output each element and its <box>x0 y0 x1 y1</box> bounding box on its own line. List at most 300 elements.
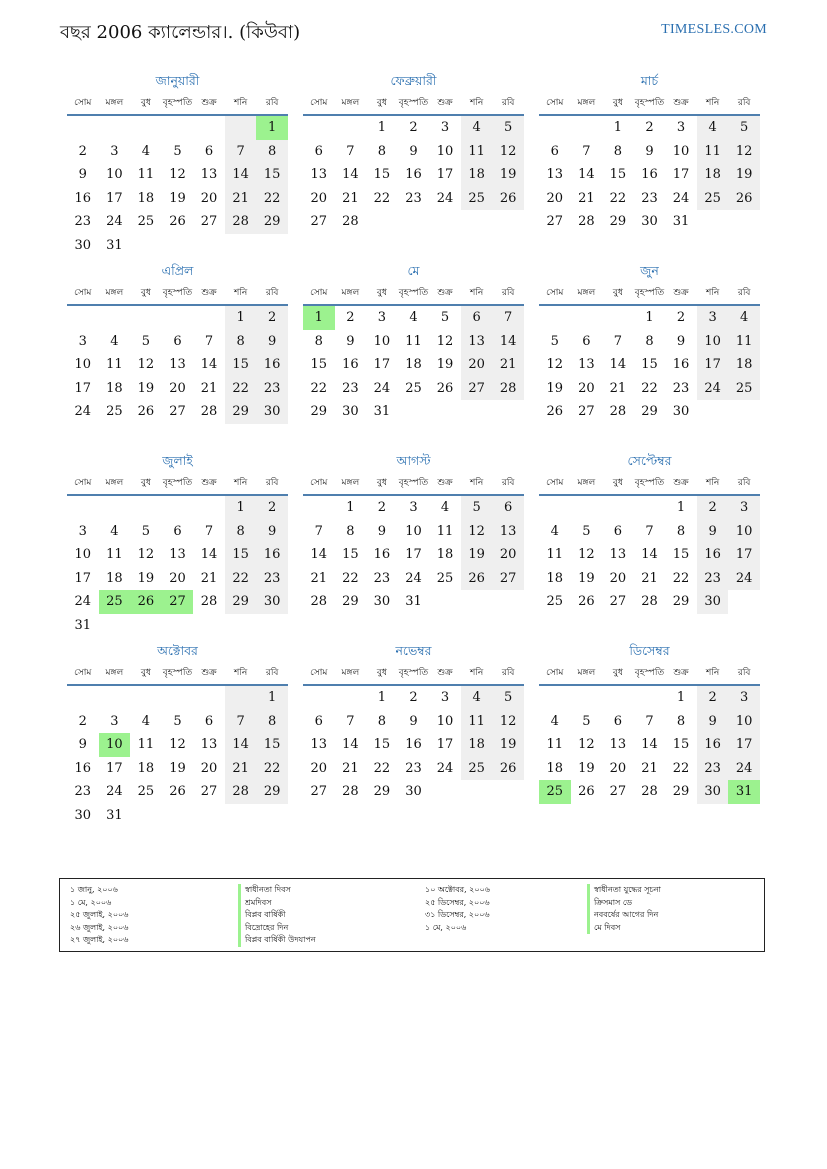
empty-day-cell <box>99 306 131 330</box>
day-grid <box>67 496 288 637</box>
day-cell: 19 <box>578 570 595 586</box>
day-cell: 19 <box>492 733 524 757</box>
empty-day-cell <box>602 496 634 520</box>
day-cell: 27 <box>200 784 218 799</box>
holiday-day-cell: 31 <box>728 780 760 804</box>
month-block <box>539 260 760 450</box>
day-cell: 25 <box>405 380 422 396</box>
empty-day-cell <box>303 116 335 140</box>
day-cell: 23 <box>342 380 359 396</box>
day-cell: 5 <box>492 686 524 710</box>
day-cell: 15 <box>373 737 391 752</box>
day-cell: 12 <box>578 547 595 562</box>
day-cell: 29 <box>310 404 328 419</box>
holiday-day-cell: 10 <box>99 733 131 757</box>
holiday-entry: ২৬ জুলাই, ২০০৬ <box>70 922 129 932</box>
weekday-label: শনি <box>469 668 484 678</box>
day-cell: 27 <box>546 214 564 229</box>
day-cell: 13 <box>310 167 328 182</box>
weekday-label: বৃহস্পতি <box>162 288 193 298</box>
day-cell: 3 <box>409 500 418 515</box>
day-cell: 4 <box>141 143 151 159</box>
holiday-day-cell: 25 <box>99 590 131 614</box>
month-block <box>303 260 524 450</box>
day-cell: 1 <box>613 120 623 135</box>
day-cell: 19 <box>578 760 595 776</box>
month-block <box>67 260 288 450</box>
day-cell: 10 <box>728 710 760 734</box>
day-cell: 1 <box>676 690 686 705</box>
day-cell: 22 <box>256 187 288 211</box>
empty-day-cell <box>602 306 634 330</box>
weekday-label: শনি <box>705 478 720 488</box>
day-cell: 1 <box>377 120 387 135</box>
day-cell: 30 <box>342 404 359 419</box>
weekday-label: বৃহস্পতি <box>634 668 665 678</box>
day-cell: 8 <box>613 143 623 159</box>
holiday-entry: ১ মে, ২০০৬ <box>425 922 467 932</box>
day-cell: 6 <box>461 306 493 330</box>
day-cell: 6 <box>582 333 591 349</box>
day-cell: 26 <box>578 594 595 609</box>
day-cell: 23 <box>641 190 658 206</box>
day-cell: 18 <box>461 163 493 187</box>
day-cell: 15 <box>310 357 328 372</box>
weekday-label: মঙ্গল <box>341 98 360 108</box>
day-cell: 21 <box>200 380 218 396</box>
day-cell: 26 <box>169 784 186 799</box>
day-cell: 22 <box>373 760 391 776</box>
weekday-label: শুক্র <box>673 668 689 678</box>
holiday-entry: ১ মে, ২০০৬ <box>70 897 112 907</box>
day-cell: 1 <box>377 690 387 705</box>
day-cell: 23 <box>697 757 729 781</box>
day-cell: 3 <box>110 713 119 729</box>
day-cell: 16 <box>256 543 288 567</box>
weekday-label: সোম <box>546 288 564 298</box>
weekday-label: বৃহস্পতি <box>634 478 665 488</box>
day-cell: 29 <box>641 404 658 419</box>
day-cell: 14 <box>225 733 257 757</box>
day-cell: 6 <box>204 143 214 159</box>
day-cell: 27 <box>310 214 328 229</box>
weekday-header <box>67 472 288 496</box>
day-cell: 3 <box>78 523 87 539</box>
weekday-label: শুক্র <box>673 98 689 108</box>
day-cell: 27 <box>200 214 218 229</box>
holiday-day-cell: 27 <box>162 590 194 614</box>
weekday-header <box>67 282 288 306</box>
day-cell: 11 <box>461 710 493 734</box>
day-cell: 3 <box>697 306 729 330</box>
day-cell: 20 <box>492 543 524 567</box>
day-cell: 29 <box>225 590 257 614</box>
day-cell: 17 <box>74 380 92 396</box>
day-cell: 29 <box>672 594 690 609</box>
weekday-label: বুধ <box>612 668 623 678</box>
day-cell: 13 <box>492 520 524 544</box>
day-grid <box>539 116 760 234</box>
day-cell: 14 <box>342 167 359 182</box>
weekday-label: সোম <box>74 668 92 678</box>
day-cell: 22 <box>310 380 328 396</box>
weekday-header <box>67 92 288 116</box>
weekday-header <box>303 92 524 116</box>
month-block <box>539 640 760 830</box>
day-cell: 22 <box>342 570 359 586</box>
weekday-label: শুক্র <box>201 98 217 108</box>
empty-day-cell <box>130 116 162 140</box>
day-cell: 9 <box>409 143 418 159</box>
day-cell: 31 <box>106 237 123 253</box>
day-cell: 19 <box>728 163 760 187</box>
month-block <box>539 70 760 260</box>
month-name: মে <box>407 263 420 278</box>
empty-day-cell <box>225 686 257 710</box>
day-cell: 22 <box>256 757 288 781</box>
day-cell: 14 <box>578 167 595 182</box>
weekday-label: বৃহস্পতি <box>162 478 193 488</box>
day-cell: 2 <box>697 496 729 520</box>
day-cell: 17 <box>436 737 454 752</box>
day-cell: 11 <box>728 330 760 354</box>
day-cell: 8 <box>225 330 257 354</box>
day-cell: 16 <box>342 357 359 372</box>
weekday-label: সোম <box>310 98 328 108</box>
day-cell: 28 <box>609 404 627 419</box>
day-cell: 22 <box>672 760 690 776</box>
day-cell: 2 <box>78 143 87 159</box>
month-name: সেপ্টেম্বর <box>627 453 672 468</box>
day-cell: 12 <box>169 737 186 752</box>
holiday-entry: বিদ্রোহের দিন <box>238 922 316 935</box>
day-cell: 14 <box>641 547 658 562</box>
day-cell: 13 <box>461 330 493 354</box>
day-cell: 21 <box>310 570 328 586</box>
empty-day-cell <box>571 306 603 330</box>
weekday-label: শনি <box>469 478 484 488</box>
holiday-day-cell: 1 <box>303 306 335 330</box>
empty-day-cell <box>634 686 666 710</box>
empty-day-cell <box>571 496 603 520</box>
weekday-label: রবি <box>737 668 751 678</box>
weekday-label: শুক্র <box>201 288 217 298</box>
empty-day-cell <box>303 686 335 710</box>
month-name: মার্চ <box>640 73 659 88</box>
day-cell: 19 <box>169 190 186 206</box>
weekday-label: রবি <box>737 98 751 108</box>
day-cell: 5 <box>550 333 559 349</box>
day-cell: 6 <box>314 713 323 729</box>
weekday-label: বুধ <box>140 98 151 108</box>
weekday-label: বুধ <box>376 288 387 298</box>
empty-day-cell <box>162 116 194 140</box>
day-cell: 7 <box>346 713 355 729</box>
weekday-label: শুক্র <box>673 288 689 298</box>
day-cell: 5 <box>173 143 182 159</box>
month-block <box>539 450 760 640</box>
day-cell: 20 <box>169 380 186 396</box>
month-block <box>67 450 288 640</box>
day-cell: 17 <box>672 167 690 182</box>
weekday-label: মঙ্গল <box>105 98 124 108</box>
day-cell: 11 <box>137 737 155 752</box>
day-cell: 7 <box>613 333 623 349</box>
day-cell: 21 <box>641 760 658 776</box>
month-name: জুন <box>640 263 659 278</box>
day-cell: 29 <box>342 594 359 609</box>
day-cell: 30 <box>74 237 92 253</box>
day-cell: 13 <box>200 737 218 752</box>
weekday-label: মঙ্গল <box>341 288 360 298</box>
day-cell: 25 <box>137 784 155 799</box>
day-cell: 19 <box>137 570 155 586</box>
day-cell: 17 <box>697 353 729 377</box>
day-cell: 14 <box>225 163 257 187</box>
empty-day-cell <box>99 116 131 140</box>
day-cell: 20 <box>578 380 595 396</box>
day-cell: 21 <box>342 190 359 206</box>
weekday-header <box>539 282 760 306</box>
day-cell: 23 <box>405 190 422 206</box>
day-cell: 3 <box>440 120 450 135</box>
empty-day-cell <box>162 306 194 330</box>
day-cell: 11 <box>546 737 564 752</box>
day-cell: 21 <box>609 380 627 396</box>
day-cell: 28 <box>641 784 658 799</box>
day-cell: 13 <box>169 357 186 372</box>
day-cell: 9 <box>676 333 686 349</box>
month-name: জানুয়ারী <box>155 73 200 88</box>
empty-day-cell <box>335 686 367 710</box>
weekday-label: সোম <box>546 478 564 488</box>
day-cell: 31 <box>405 594 422 609</box>
day-cell: 15 <box>342 547 359 562</box>
day-cell: 24 <box>106 214 123 229</box>
weekday-label: শনি <box>233 668 248 678</box>
day-cell: 10 <box>436 713 454 729</box>
day-cell: 9 <box>409 713 418 729</box>
empty-day-cell <box>67 686 99 710</box>
day-cell: 15 <box>609 167 627 182</box>
day-cell: 12 <box>169 167 186 182</box>
day-cell: 2 <box>409 120 418 135</box>
day-cell: 16 <box>373 547 391 562</box>
holiday-entry: ২৭ জুলাই, ২০০৬ <box>70 935 129 945</box>
weekday-label: বৃহস্পতি <box>634 288 665 298</box>
day-cell: 19 <box>546 380 564 396</box>
weekday-label: মঙ্গল <box>105 478 124 488</box>
weekday-label: শুক্র <box>673 478 689 488</box>
day-cell: 25 <box>137 214 155 229</box>
day-grid <box>303 306 524 424</box>
day-cell: 29 <box>672 784 690 799</box>
day-cell: 23 <box>672 380 690 396</box>
day-cell: 1 <box>225 306 257 330</box>
day-cell: 20 <box>461 353 493 377</box>
day-cell: 23 <box>373 570 391 586</box>
day-cell: 2 <box>78 713 87 729</box>
day-cell: 18 <box>405 357 422 372</box>
month-block <box>303 450 524 640</box>
day-cell: 3 <box>78 333 87 349</box>
day-cell: 25 <box>728 377 760 401</box>
weekday-label: বুধ <box>376 98 387 108</box>
day-cell: 1 <box>676 500 686 515</box>
weekday-label: সোম <box>310 668 328 678</box>
day-cell: 10 <box>728 520 760 544</box>
day-cell: 16 <box>641 167 658 182</box>
day-cell: 27 <box>461 377 493 401</box>
empty-day-cell <box>130 496 162 520</box>
day-cell: 17 <box>728 543 760 567</box>
day-cell: 1 <box>645 310 654 325</box>
day-cell: 30 <box>641 214 658 229</box>
month-block <box>67 70 288 260</box>
day-cell: 17 <box>106 760 123 776</box>
day-cell: 5 <box>461 496 493 520</box>
day-cell: 5 <box>141 333 151 349</box>
weekday-header <box>303 662 524 686</box>
day-cell: 30 <box>256 400 288 424</box>
empty-day-cell <box>539 306 571 330</box>
day-cell: 26 <box>169 214 186 229</box>
day-cell: 29 <box>256 780 288 804</box>
day-cell: 24 <box>106 784 123 799</box>
day-cell: 4 <box>697 116 729 140</box>
day-cell: 14 <box>310 547 328 562</box>
day-cell: 11 <box>436 523 454 539</box>
weekday-label: রবি <box>501 668 515 678</box>
holiday-entry: স্বাধীনতা দিবস <box>238 884 316 897</box>
weekday-label: সোম <box>546 668 564 678</box>
day-cell: 20 <box>609 570 627 586</box>
empty-day-cell <box>130 306 162 330</box>
day-cell: 6 <box>173 333 182 349</box>
day-cell: 5 <box>582 523 591 539</box>
day-cell: 12 <box>578 737 595 752</box>
weekday-label: রবি <box>265 288 279 298</box>
day-cell: 23 <box>256 377 288 401</box>
day-cell: 7 <box>492 306 524 330</box>
day-cell: 16 <box>405 167 422 182</box>
day-cell: 17 <box>436 167 454 182</box>
holiday-entry: ৩১ ডিসেম্বর, ২০০৬ <box>425 910 490 920</box>
day-cell: 15 <box>641 357 658 372</box>
holiday-names-left <box>238 884 316 947</box>
weekday-label: শনি <box>233 98 248 108</box>
empty-day-cell <box>225 116 257 140</box>
day-cell: 4 <box>728 306 760 330</box>
empty-day-cell <box>335 116 367 140</box>
holiday-entry: ১০ অক্টোবর, ২০০৬ <box>425 885 490 894</box>
weekday-label: রবি <box>737 478 751 488</box>
day-cell: 28 <box>641 594 658 609</box>
day-cell: 12 <box>492 710 524 734</box>
day-grid <box>67 306 288 424</box>
day-cell: 11 <box>546 547 564 562</box>
day-cell: 20 <box>200 760 218 776</box>
day-cell: 21 <box>225 757 257 781</box>
day-cell: 29 <box>256 210 288 234</box>
page-title: বছর 2006 ক্যালেন্ডার।. (কিউবা) <box>60 22 301 43</box>
empty-day-cell <box>67 116 99 140</box>
day-cell: 29 <box>609 214 627 229</box>
weekday-label: বুধ <box>376 668 387 678</box>
day-cell: 16 <box>697 733 729 757</box>
day-cell: 14 <box>492 330 524 354</box>
day-cell: 26 <box>578 784 595 799</box>
weekday-label: বৃহস্পতি <box>398 98 429 108</box>
weekday-label: মঙ্গল <box>105 668 124 678</box>
weekday-label: রবি <box>265 98 279 108</box>
holiday-entry: মে দিবস <box>587 922 661 935</box>
day-cell: 16 <box>697 543 729 567</box>
day-cell: 14 <box>200 547 218 562</box>
holiday-entry: ২৫ ডিসেম্বর, ২০০৬ <box>425 897 490 907</box>
empty-day-cell <box>634 496 666 520</box>
day-cell: 3 <box>377 310 387 325</box>
day-cell: 18 <box>137 190 155 206</box>
day-grid <box>539 686 760 804</box>
month-name: আগস্ট <box>396 453 431 468</box>
weekday-label: বুধ <box>612 478 623 488</box>
day-cell: 27 <box>492 567 524 591</box>
month-name: ফেব্রুয়ারী <box>390 73 437 88</box>
day-cell: 22 <box>641 380 658 396</box>
day-cell: 2 <box>346 310 355 325</box>
day-cell: 15 <box>672 547 690 562</box>
day-cell: 28 <box>578 214 595 229</box>
site-brand[interactable]: TIMESLES.COM <box>661 22 767 37</box>
day-cell: 22 <box>225 377 257 401</box>
day-cell: 4 <box>550 713 559 729</box>
holiday-entry: শ্রমদিবস <box>238 897 316 910</box>
day-cell: 24 <box>697 377 729 401</box>
day-cell: 20 <box>546 190 564 206</box>
day-cell: 22 <box>373 190 391 206</box>
day-cell: 8 <box>256 710 288 734</box>
day-cell: 6 <box>314 143 323 159</box>
day-cell: 30 <box>697 590 729 614</box>
day-cell: 31 <box>672 214 690 229</box>
day-cell: 7 <box>225 710 257 734</box>
day-cell: 28 <box>225 210 257 234</box>
day-cell: 4 <box>461 116 493 140</box>
weekday-label: শনি <box>469 98 484 108</box>
day-cell: 25 <box>436 570 454 586</box>
weekday-label: মঙ্গল <box>577 98 596 108</box>
day-cell: 7 <box>225 140 257 164</box>
day-cell: 4 <box>110 333 119 349</box>
month-name: নভেম্বর <box>395 643 432 658</box>
weekday-header <box>539 92 760 116</box>
weekday-label: বৃহস্পতি <box>398 288 429 298</box>
weekday-label: রবি <box>501 288 515 298</box>
day-cell: 13 <box>609 547 627 562</box>
day-cell: 6 <box>492 496 524 520</box>
day-cell: 31 <box>106 807 123 823</box>
day-cell: 27 <box>169 404 186 419</box>
holiday-entry: ক্রিসমাস ডে <box>587 897 661 910</box>
day-cell: 4 <box>409 310 418 325</box>
day-cell: 24 <box>74 404 92 419</box>
day-cell: 18 <box>546 760 564 776</box>
day-cell: 11 <box>106 357 123 372</box>
weekday-label: রবি <box>501 478 515 488</box>
empty-day-cell <box>99 496 131 520</box>
weekday-label: মঙ্গল <box>577 478 596 488</box>
